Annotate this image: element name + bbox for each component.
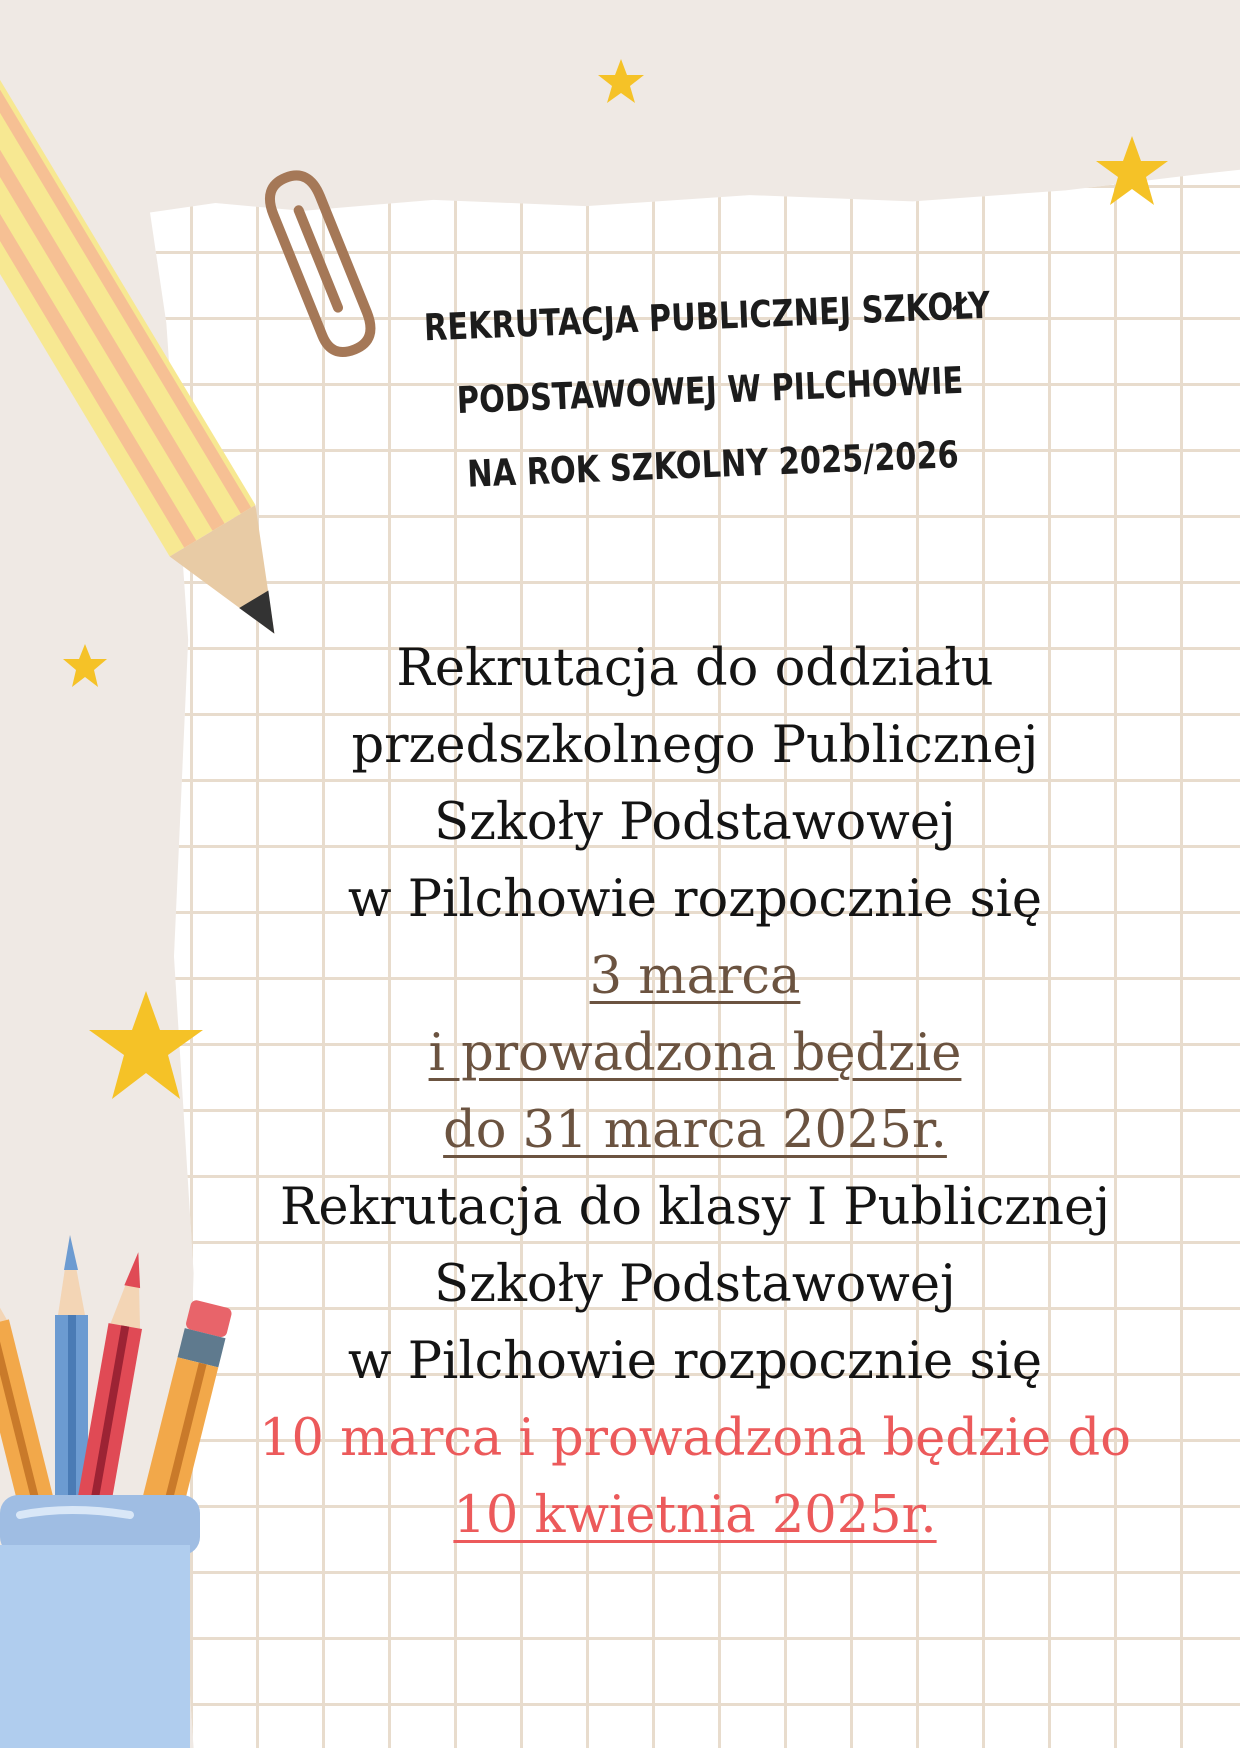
- pencil-icon: [0, 95, 270, 655]
- title-line: PODSTAWOWEJ W PILCHOWIE: [455, 358, 964, 423]
- preschool-duration-text: i prowadzona będzie: [428, 1024, 962, 1083]
- date-highlight-line: [190, 938, 1200, 1015]
- date-highlight-line: [190, 1477, 1200, 1554]
- preschool-end-date: do 31 marca 2025r.: [443, 1101, 947, 1160]
- text-line: w Pilchowie rozpocznie się: [347, 870, 1043, 929]
- preschool-start-date: 3 marca: [589, 947, 801, 1006]
- text-line: Szkoły Podstawowej: [434, 793, 956, 852]
- first-grade-end-date: 10 kwietnia 2025r.: [453, 1486, 937, 1545]
- announcement-text: [190, 630, 1200, 1554]
- first-grade-dates: 10 marca i prowadzona będzie do: [259, 1409, 1131, 1468]
- paperclip-icon: [255, 165, 365, 365]
- text-line: Rekrutacja do oddziału: [396, 639, 994, 698]
- text-line: w Pilchowie rozpocznie się: [347, 1332, 1043, 1391]
- text-line: Szkoły Podstawowej: [434, 1255, 956, 1314]
- title-line: NA ROK SZKOLNY 2025/2026: [466, 433, 960, 496]
- text-line: przedszkolnego Publicznej: [351, 716, 1039, 775]
- star-icon: [1092, 135, 1172, 211]
- date-highlight-line: [190, 1092, 1200, 1169]
- text-line: Rekrutacja do klasy I Publicznej: [279, 1178, 1111, 1237]
- date-highlight-line: [190, 1015, 1200, 1092]
- title-line: REKRUTACJA PUBLICZNEJ SZKOŁY: [423, 283, 991, 350]
- page-title: [356, 266, 1064, 516]
- star-icon: [595, 58, 647, 108]
